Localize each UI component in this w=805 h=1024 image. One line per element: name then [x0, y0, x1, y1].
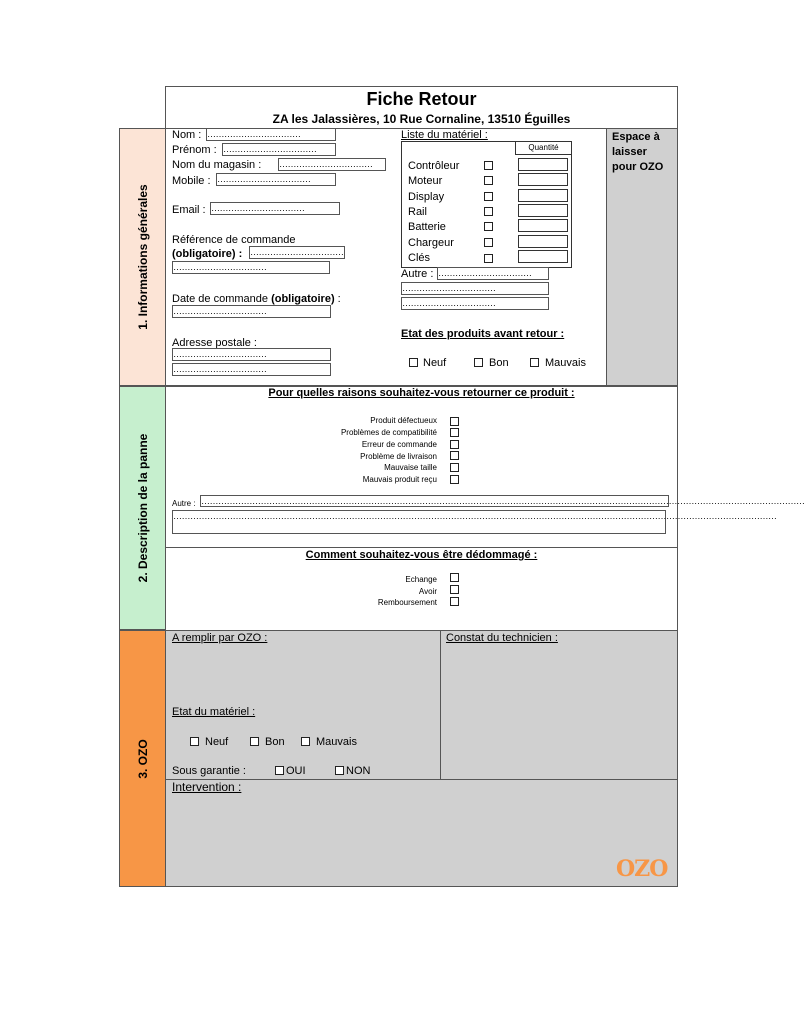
materiel-autre-field-3[interactable]: ……………………………: [401, 297, 549, 310]
reference-required-label: (obligatoire) :: [172, 248, 243, 260]
nom-label: Nom :: [172, 129, 202, 141]
ozo-fill-panel: [165, 630, 441, 780]
materiel-checkbox-batterie[interactable]: [484, 222, 493, 231]
reason-label: Problèmes de compatibilité: [340, 428, 437, 437]
ozo-etat-label: Etat du matériel :: [172, 706, 256, 718]
email-field[interactable]: ……………………………: [210, 202, 340, 215]
reason-label: Produit défectueux: [370, 416, 437, 425]
section-2-label: 2. Description de la panne: [135, 433, 150, 583]
reason-checkbox-compatibilite[interactable]: [450, 428, 459, 437]
ozo-mauvais-checkbox[interactable]: [301, 737, 310, 746]
reason-checkbox-produit[interactable]: [450, 475, 459, 484]
garantie-oui-label: OUI: [286, 765, 306, 777]
materiel-heading: Liste du matériel :: [401, 129, 488, 141]
address-line: ZA les Jalassières, 10 Rue Cornaline, 13510 Éguilles: [272, 112, 571, 126]
reference-label: Référence de commande: [172, 234, 296, 246]
reason-label: Erreur de commande: [361, 440, 437, 449]
magasin-field[interactable]: ……………………………: [278, 158, 386, 171]
etat-bon-label: Bon: [489, 357, 509, 369]
etat-heading: Etat des produits avant retour :: [401, 328, 565, 340]
date-label-text: Date de commande: [172, 293, 272, 305]
dedommagement-heading: Comment souhaitez-vous être dédommagé :: [305, 549, 538, 561]
garantie-non-checkbox[interactable]: [335, 766, 344, 775]
quantite-field-chargeur[interactable]: [518, 235, 568, 248]
etat-neuf-label: Neuf: [423, 357, 447, 369]
avoir-checkbox[interactable]: [450, 585, 459, 594]
dedommagement-option: Echange: [405, 575, 437, 584]
materiel-checkbox-display[interactable]: [484, 192, 493, 201]
quantite-field-rail[interactable]: [518, 204, 568, 217]
echange-checkbox[interactable]: [450, 573, 459, 582]
etat-mauvais-checkbox[interactable]: [530, 358, 539, 367]
dedommagement-option: Remboursement: [377, 598, 437, 607]
section-3-label: 3. OZO: [135, 738, 150, 779]
page-title: Fiche Retour: [366, 89, 477, 109]
quantite-field-moteur[interactable]: [518, 173, 568, 186]
mobile-label: Mobile :: [172, 175, 211, 187]
garantie-oui-checkbox[interactable]: [275, 766, 284, 775]
ozo-neuf-label: Neuf: [205, 736, 229, 748]
reference-field-2[interactable]: ……………………………: [172, 261, 330, 274]
ozo-bon-checkbox[interactable]: [250, 737, 259, 746]
quantite-label: Quantité: [528, 143, 559, 152]
ozo-bon-label: Bon: [265, 736, 285, 748]
section-1-band: [119, 128, 166, 386]
materiel-checkbox-cles[interactable]: [484, 254, 493, 263]
materiel-autre-field-1[interactable]: ……………………………: [437, 267, 549, 280]
reason-label: Mauvaise taille: [384, 463, 437, 472]
section-1-label: 1. Informations générales: [135, 184, 150, 330]
intervention-panel: [165, 779, 678, 887]
ozo-logo: OZO: [616, 856, 668, 882]
adresse-field-2[interactable]: ……………………………: [172, 363, 331, 376]
materiel-item: Contrôleur: [408, 160, 460, 172]
materiel-checkbox-rail[interactable]: [484, 207, 493, 216]
materiel-autre-field-2[interactable]: ……………………………: [401, 282, 549, 295]
section-3-band: [119, 630, 166, 887]
etat-mauvais-label: Mauvais: [545, 357, 586, 369]
materiel-item: Rail: [408, 206, 427, 218]
intervention-label: Intervention :: [172, 780, 242, 794]
panne-heading: Pour quelles raisons souhaitez-vous retourner ce produit :: [268, 387, 575, 399]
prenom-field[interactable]: ……………………………: [222, 143, 336, 156]
garantie-non-label: NON: [346, 765, 371, 777]
remboursement-checkbox[interactable]: [450, 597, 459, 606]
prenom-label: Prénom :: [172, 144, 217, 156]
materiel-item: Chargeur: [408, 237, 454, 249]
garantie-label: Sous garantie :: [172, 765, 246, 777]
panne-autre-field-2[interactable]: ……………………………………………………………………………………………………………………………………………………………………………………………: [172, 510, 666, 534]
reason-label: Mauvais produit reçu: [362, 475, 437, 484]
email-label: Email :: [172, 204, 206, 216]
ozo-reserved-label: Espace à laisser pour OZO: [612, 131, 664, 173]
materiel-checkbox-moteur[interactable]: [484, 176, 493, 185]
ozo-mauvais-label: Mauvais: [316, 736, 357, 748]
ozo-neuf-checkbox[interactable]: [190, 737, 199, 746]
panne-autre-label: Autre :: [172, 499, 196, 508]
reason-label: Problème de livraison: [360, 452, 437, 461]
date-required: (obligatoire): [271, 293, 335, 305]
adresse-field-1[interactable]: ……………………………: [172, 348, 331, 361]
magasin-label: Nom du magasin :: [172, 159, 262, 171]
section-2-band: [119, 386, 166, 630]
quantite-field-controleur[interactable]: [518, 158, 568, 171]
quantite-field-batterie[interactable]: [518, 219, 568, 232]
reason-checkbox-livraison[interactable]: [450, 451, 459, 460]
materiel-item: Display: [408, 191, 445, 203]
ozo-remplir-label: A remplir par OZO :: [172, 632, 268, 644]
materiel-checkbox-chargeur[interactable]: [484, 238, 493, 247]
nom-field[interactable]: ……………………………: [206, 128, 336, 141]
adresse-label: Adresse postale :: [172, 337, 257, 349]
dedommagement-option: Avoir: [418, 587, 437, 596]
reason-checkbox-defectueux[interactable]: [450, 417, 459, 426]
etat-bon-checkbox[interactable]: [474, 358, 483, 367]
date-field[interactable]: ……………………………: [172, 305, 331, 318]
reason-checkbox-erreur[interactable]: [450, 440, 459, 449]
constat-label: Constat du technicien :: [446, 632, 558, 644]
materiel-item: Clés: [408, 252, 431, 264]
etat-neuf-checkbox[interactable]: [409, 358, 418, 367]
constat-panel: [440, 630, 678, 780]
mobile-field[interactable]: ……………………………: [216, 173, 336, 186]
reference-field-1[interactable]: ……………………………: [250, 247, 344, 257]
materiel-checkbox-controleur[interactable]: [484, 161, 493, 170]
materiel-item: Batterie: [408, 221, 446, 233]
quantite-field-cles[interactable]: [518, 250, 568, 263]
panne-autre-field-1[interactable]: ……………………………………………………………………………………………………………………………………………………………………………………………: [201, 496, 805, 506]
reason-checkbox-taille[interactable]: [450, 463, 459, 472]
date-colon: :: [334, 293, 341, 305]
materiel-item: Moteur: [408, 175, 443, 187]
quantite-field-display[interactable]: [518, 189, 568, 202]
materiel-autre-label: Autre :: [401, 268, 434, 280]
